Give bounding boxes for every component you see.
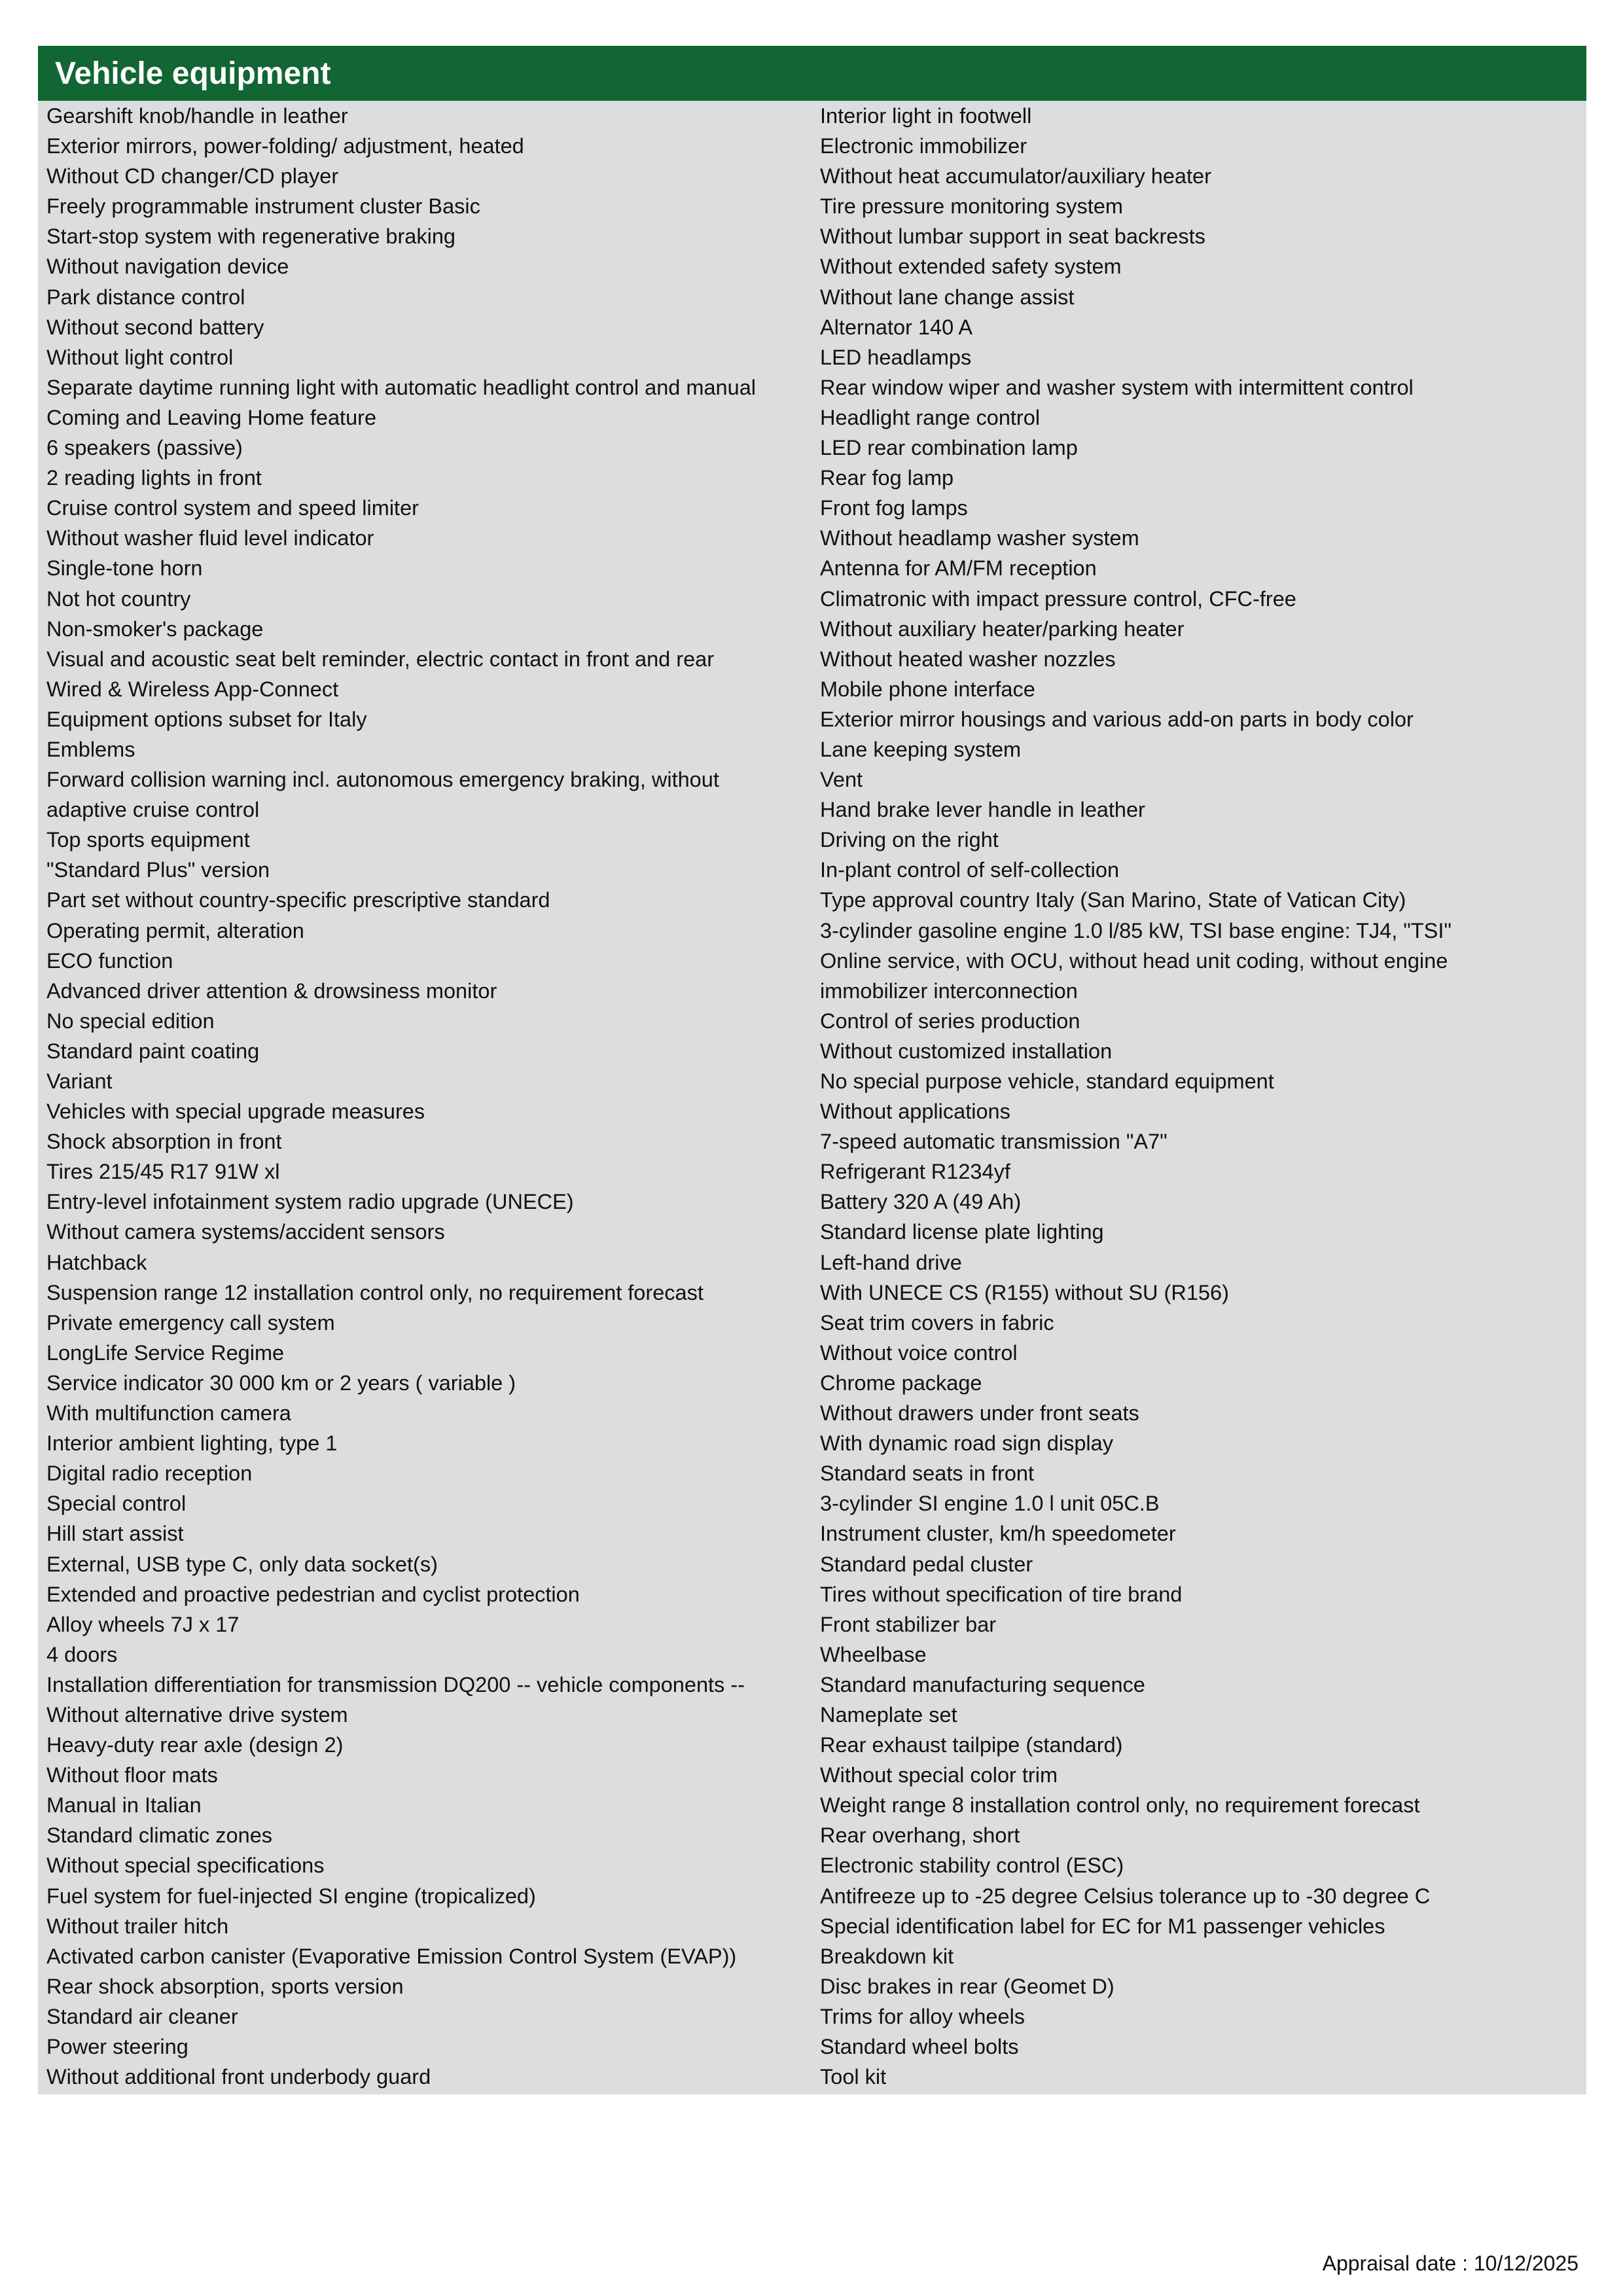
equipment-item: With UNECE CS (R155) without SU (R156) [820, 1280, 1229, 1304]
equipment-item: Without navigation device [46, 255, 289, 279]
equipment-item: Separate daytime running light with automatic headlight control and manual [46, 375, 756, 399]
equipment-item: Without applications [820, 1100, 1010, 1124]
equipment-item: Top sports equipment [46, 828, 250, 852]
equipment-column-left [38, 101, 812, 2092]
equipment-item: Single-tone horn [46, 556, 203, 581]
equipment-item: Breakdown kit [820, 1944, 954, 1968]
equipment-item: Electronic immobilizer [820, 134, 1027, 158]
equipment-item: Standard pedal cluster [820, 1552, 1033, 1576]
equipment-item: Standard manufacturing sequence [820, 1672, 1145, 1696]
equipment-item: immobilizer interconnection [820, 978, 1078, 1003]
equipment-item: Lane keeping system [820, 737, 1022, 761]
equipment-item: Weight range 8 installation control only, no requirement forecast [820, 1793, 1420, 1818]
equipment-item: Climatronic with impact pressure control, CFC-free [820, 586, 1296, 611]
equipment-item: Service indicator 30 000 km or 2 years ( variable ) [46, 1371, 516, 1395]
equipment-item: Control of series production [820, 1009, 1080, 1033]
section-title: Vehicle equipment [55, 56, 331, 91]
equipment-item: Without floor mats [46, 1763, 218, 1787]
equipment-item: Interior ambient lighting, type 1 [46, 1431, 338, 1456]
equipment-item: Tire pressure monitoring system [820, 194, 1123, 219]
equipment-item: Special control [46, 1492, 187, 1516]
equipment-item: Without extended safety system [820, 255, 1122, 279]
equipment-item: Exterior mirrors, power-folding/ adjustment, heated [46, 134, 524, 158]
equipment-item: Standard climatic zones [46, 1823, 273, 1848]
equipment-item: Without alternative drive system [46, 1702, 348, 1727]
equipment-item: Non-smoker's package [46, 617, 264, 641]
equipment-item: Without washer fluid level indicator [46, 526, 374, 550]
equipment-item: Rear fog lamp [820, 466, 954, 490]
equipment-item: Park distance control [46, 285, 245, 309]
equipment-item: Variant [46, 1069, 113, 1093]
equipment-item: 7-speed automatic transmission "A7" [820, 1130, 1168, 1154]
equipment-item: adaptive cruise control [46, 798, 260, 822]
equipment-item: Without lumbar support in seat backrests [820, 224, 1205, 249]
equipment-item: Manual in Italian [46, 1793, 202, 1818]
equipment-item: Left-hand drive [820, 1250, 962, 1274]
equipment-item: 3-cylinder SI engine 1.0 l unit 05C.B [820, 1492, 1160, 1516]
equipment-item: Electronic stability control (ESC) [820, 1854, 1124, 1878]
equipment-item: Rear overhang, short [820, 1823, 1020, 1848]
equipment-item: Without lane change assist [820, 285, 1075, 309]
equipment-item: Part set without country-specific prescriptive standard [46, 888, 550, 912]
equipment-item: Tool kit [820, 2065, 887, 2089]
equipment-item: External, USB type C, only data socket(s) [46, 1552, 438, 1576]
equipment-item: Seat trim covers in fabric [820, 1310, 1054, 1335]
equipment-item: No special purpose vehicle, standard equipment [820, 1069, 1274, 1093]
equipment-item: Private emergency call system [46, 1310, 335, 1335]
equipment-item: Without light control [46, 345, 234, 369]
equipment-item: Mobile phone interface [820, 677, 1035, 701]
equipment-item: Entry-level infotainment system radio upgrade (UNECE) [46, 1190, 574, 1214]
equipment-item: Standard license plate lighting [820, 1220, 1104, 1244]
equipment-item: Heavy-duty rear axle (design 2) [46, 1733, 344, 1757]
equipment-item: Forward collision warning incl. autonomous emergency braking, without [46, 768, 719, 792]
equipment-item: Suspension range 12 installation control only, no requirement forecast [46, 1280, 704, 1304]
equipment-item: Rear exhaust tailpipe (standard) [820, 1733, 1123, 1757]
equipment-item: Disc brakes in rear (Geomet D) [820, 1974, 1115, 1998]
equipment-item: Front fog lamps [820, 496, 968, 520]
appraisal-date: Appraisal date : 10/12/2025 [1322, 2251, 1578, 2275]
equipment-item: Without voice control [820, 1340, 1018, 1365]
equipment-item: Online service, with OCU, without head unit coding, without engine [820, 948, 1448, 973]
equipment-item: LongLife Service Regime [46, 1340, 285, 1365]
equipment-item: Without additional front underbody guard [46, 2065, 431, 2089]
equipment-item: Digital radio reception [46, 1462, 253, 1486]
equipment-item: Standard wheel bolts [820, 2035, 1019, 2058]
equipment-item: Coming and Leaving Home feature [46, 405, 377, 429]
equipment-item: Hand brake lever handle in leather [820, 798, 1145, 822]
equipment-item: Without heat accumulator/auxiliary heater [820, 164, 1211, 188]
equipment-item: Trims for alloy wheels [820, 2004, 1026, 2028]
equipment-item: Without second battery [46, 315, 264, 339]
equipment-item: Front stabilizer bar [820, 1612, 997, 1636]
equipment-item: Not hot country [46, 586, 191, 611]
equipment-item: In-plant control of self-collection [820, 858, 1120, 882]
equipment-item: Alternator 140 A [820, 315, 973, 339]
equipment-item: Operating permit, alteration [46, 918, 304, 942]
equipment-item: Interior light in footwell [820, 104, 1032, 128]
equipment-item: Standard air cleaner [46, 2004, 238, 2028]
equipment-item: Headlight range control [820, 405, 1041, 429]
equipment-item: Freely programmable instrument cluster Basic [46, 194, 480, 219]
equipment-item: Without camera systems/accident sensors [46, 1220, 445, 1244]
equipment-item: With dynamic road sign display [820, 1431, 1113, 1456]
equipment-item: Installation differentiation for transmission DQ200 -- vehicle components -- [46, 1672, 745, 1696]
equipment-item: Special identification label for EC for M1 passenger vehicles [820, 1914, 1385, 1938]
equipment-item: Without CD changer/CD player [46, 164, 339, 188]
equipment-item: Extended and proactive pedestrian and cyclist protection [46, 1582, 580, 1606]
equipment-item: Without auxiliary heater/parking heater [820, 617, 1185, 641]
equipment-item: Hill start assist [46, 1522, 184, 1546]
equipment-item: Shock absorption in front [46, 1130, 282, 1154]
equipment-item: Gearshift knob/handle in leather [46, 104, 348, 128]
equipment-item: Without drawers under front seats [820, 1401, 1139, 1426]
equipment-item: No special edition [46, 1009, 215, 1033]
equipment-item: ECO function [46, 948, 173, 973]
equipment-item: Without customized installation [820, 1039, 1113, 1063]
equipment-item: Chrome package [820, 1371, 982, 1395]
equipment-item: Cruise control system and speed limiter [46, 496, 419, 520]
equipment-item: Hatchback [46, 1250, 147, 1274]
equipment-item: "Standard Plus" version [46, 858, 270, 882]
equipment-item: Fuel system for fuel-injected SI engine (tropicalized) [46, 1884, 536, 1908]
equipment-item: Tires without specification of tire brand [820, 1582, 1183, 1606]
equipment-item: LED rear combination lamp [820, 436, 1078, 460]
equipment-item: Without special color trim [820, 1763, 1058, 1787]
equipment-item: Wheelbase [820, 1642, 927, 1666]
equipment-item: Type approval country Italy (San Marino, State of Vatican City) [820, 888, 1406, 912]
equipment-item: Equipment options subset for Italy [46, 707, 367, 731]
equipment-column-right [812, 101, 1586, 2092]
equipment-item: Start-stop system with regenerative braking [46, 224, 455, 249]
equipment-item: Without headlamp washer system [820, 526, 1139, 550]
equipment-item: Instrument cluster, km/h speedometer [820, 1522, 1176, 1546]
equipment-item: Emblems [46, 737, 135, 761]
equipment-item: Wired & Wireless App-Connect [46, 677, 339, 701]
equipment-item: Advanced driver attention & drowsiness monitor [46, 978, 497, 1003]
equipment-item: Driving on the right [820, 828, 999, 852]
equipment-item: Without heated washer nozzles [820, 647, 1116, 671]
equipment-item: Rear window wiper and washer system with intermittent control [820, 375, 1414, 399]
equipment-item: Battery 320 A (49 Ah) [820, 1190, 1022, 1214]
equipment-item: 6 speakers (passive) [46, 436, 243, 460]
equipment-item: Standard seats in front [820, 1462, 1034, 1486]
equipment-item: Antenna for AM/FM reception [820, 556, 1097, 581]
equipment-item: LED headlamps [820, 345, 972, 369]
equipment-item: Tires 215/45 R17 91W xl [46, 1160, 280, 1184]
vehicle-equipment-section [38, 46, 1586, 2094]
equipment-item: Activated carbon canister (Evaporative Emission Control System (EVAP)) [46, 1944, 737, 1968]
equipment-item: Without special specifications [46, 1854, 325, 1878]
equipment-item: Vent [820, 768, 863, 792]
equipment-item: Exterior mirror housings and various add-on parts in body color [820, 707, 1414, 731]
equipment-item: 3-cylinder gasoline engine 1.0 l/85 kW, TSI base engine: TJ4, "TSI" [820, 918, 1452, 942]
equipment-item: Vehicles with special upgrade measures [46, 1100, 425, 1124]
equipment-item: Standard paint coating [46, 1039, 260, 1063]
equipment-item: Rear shock absorption, sports version [46, 1974, 404, 1998]
equipment-item: 4 doors [46, 1642, 118, 1666]
equipment-list [38, 101, 1586, 2094]
section-header [38, 46, 1586, 101]
equipment-item: 2 reading lights in front [46, 466, 262, 490]
equipment-item: Power steering [46, 2035, 188, 2058]
equipment-item: Nameplate set [820, 1702, 957, 1727]
equipment-item: Without trailer hitch [46, 1914, 229, 1938]
equipment-item: Alloy wheels 7J x 17 [46, 1612, 240, 1636]
equipment-item: With multifunction camera [46, 1401, 291, 1426]
equipment-item: Visual and acoustic seat belt reminder, electric contact in front and rear [46, 647, 715, 671]
equipment-item: Antifreeze up to -25 degree Celsius tolerance up to -30 degree C [820, 1884, 1431, 1908]
equipment-item: Refrigerant R1234yf [820, 1160, 1010, 1184]
